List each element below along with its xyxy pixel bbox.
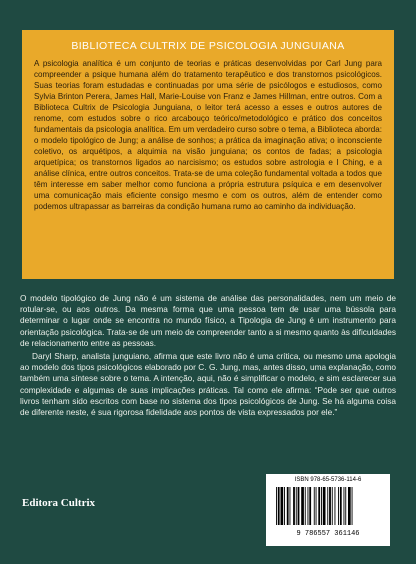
barcode-bar bbox=[293, 487, 295, 525]
barcode-bar bbox=[308, 487, 309, 525]
barcode-bar bbox=[344, 487, 345, 525]
barcode-bar bbox=[327, 487, 328, 525]
barcode-bar bbox=[290, 487, 291, 525]
barcode-icon bbox=[272, 485, 384, 537]
barcode-bar bbox=[309, 487, 311, 525]
publisher-name: Editora Cultrix bbox=[22, 497, 96, 509]
barcode-bar bbox=[318, 487, 320, 525]
barcode-bar bbox=[332, 487, 333, 525]
book-description bbox=[20, 293, 396, 420]
barcode-bar bbox=[345, 487, 346, 525]
barcode-bar bbox=[278, 487, 280, 525]
barcode-bar bbox=[284, 487, 285, 525]
barcode-bar bbox=[276, 487, 277, 525]
isbn-text: ISBN 978-65-5736-114-6 bbox=[294, 477, 362, 483]
barcode-digits: 9 786557 361146 bbox=[296, 530, 360, 537]
barcode-bar bbox=[329, 487, 331, 525]
barcode-bar bbox=[340, 487, 342, 525]
collection-panel bbox=[22, 30, 394, 279]
barcode-bar bbox=[352, 487, 353, 525]
barcode-bar bbox=[305, 487, 306, 525]
collection-description: A psicologia analítica é um conjunto de teorias e práticas desenvolvidas por Carl Jung para compreender a psique humana além do tratamento terapêutico e dos transtornos psicológicos. Suas teorias foram estudadas e continuadas por uma série de psicólogos e estudiosos, como Sylvia Brinton Perera, James Hall, Marie-Louise von Franz e James Hillman, entre outros. Com a Biblioteca Cultrix de Psicologia Junguiana, o leitor terá acesso a esses e outros autores de renome, com estudos sobre o rico arcabouço teórico/metodológico e prático dos conceitos fundamentais da psicologia analítica. Em um verdadeiro curso sobre o tema, a Biblioteca aborda: o modelo tipológico de Jung; a análise de sonhos; a prática da imaginação ativa; o inconsciente coletivo, os arquétipos, a alquimia na visão junguiana; os contos de fadas; a psicologia arquetípica; os transtornos ligados ao narcisismo; os estudos sobre astrologia e I Ching, e a análise clínica, entre outros conceitos. Trata-se de uma coleção fundamental voltada a todos que têm interesse em saber melhor como funciona a própria estrutura psíquica e em desenvolver uma comunicação mais eficiente consigo mesmo e com os outros, além de entender como podemos ultrapassar as barreiras da condição humana rumo ao caminho da individuação. bbox=[34, 59, 382, 211]
description-paragraph: O modelo tipológico de Jung não é um sistema de análise das personalidades, nem um meio de rotular-se, ou aos outros. Da mesma forma que uma pessoa tem de usar uma bússola para determinar o lugar onde se encontra no mundo físico, a Tipologia de Jung é um instrumento para orientação psicológica. Trata-se de um meio de compreender tanto a si mesmo quanto às dificuldades de relacionamento entre as pessoas. bbox=[20, 293, 396, 348]
barcode-bar bbox=[287, 487, 289, 525]
barcode-bar bbox=[338, 487, 339, 525]
barcode-bar bbox=[321, 487, 322, 525]
barcode-bar bbox=[298, 487, 300, 525]
barcode-bar bbox=[296, 487, 297, 525]
barcode-bar bbox=[314, 487, 315, 525]
barcode-bar bbox=[323, 487, 326, 525]
barcode-bar bbox=[316, 487, 317, 525]
description-paragraph: Daryl Sharp, analista junguiano, afirma que este livro não é uma crítica, ou mesmo uma apologia ao modelo dos tipos psicológicos elaborado por C. G. Jung, mas, antes disso, uma explanação, como também uma síntese sobre o tema. A intenção, aqui, não é simplificar o modelo, e sim esclarecer sua complexidade e algumas de suas implicações práticas. Tal como ele afirma: “Pode ser que outros livros tenham sido escritos com base no sistema dos tipos psicológicos de Jung. Se há alguma coisa de diferente neste, é sua rigorosa fidelidade aos pontos de vista expressados por ele.” bbox=[20, 351, 396, 418]
barcode-bar bbox=[335, 487, 336, 525]
barcode-bar bbox=[301, 487, 304, 525]
collection-title: BIBLIOTECA CULTRIX DE PSICOLOGIA JUNGUIANA bbox=[71, 40, 345, 52]
barcode-bar bbox=[281, 487, 284, 525]
barcode-label bbox=[266, 474, 390, 546]
barcode-bar bbox=[348, 487, 351, 525]
